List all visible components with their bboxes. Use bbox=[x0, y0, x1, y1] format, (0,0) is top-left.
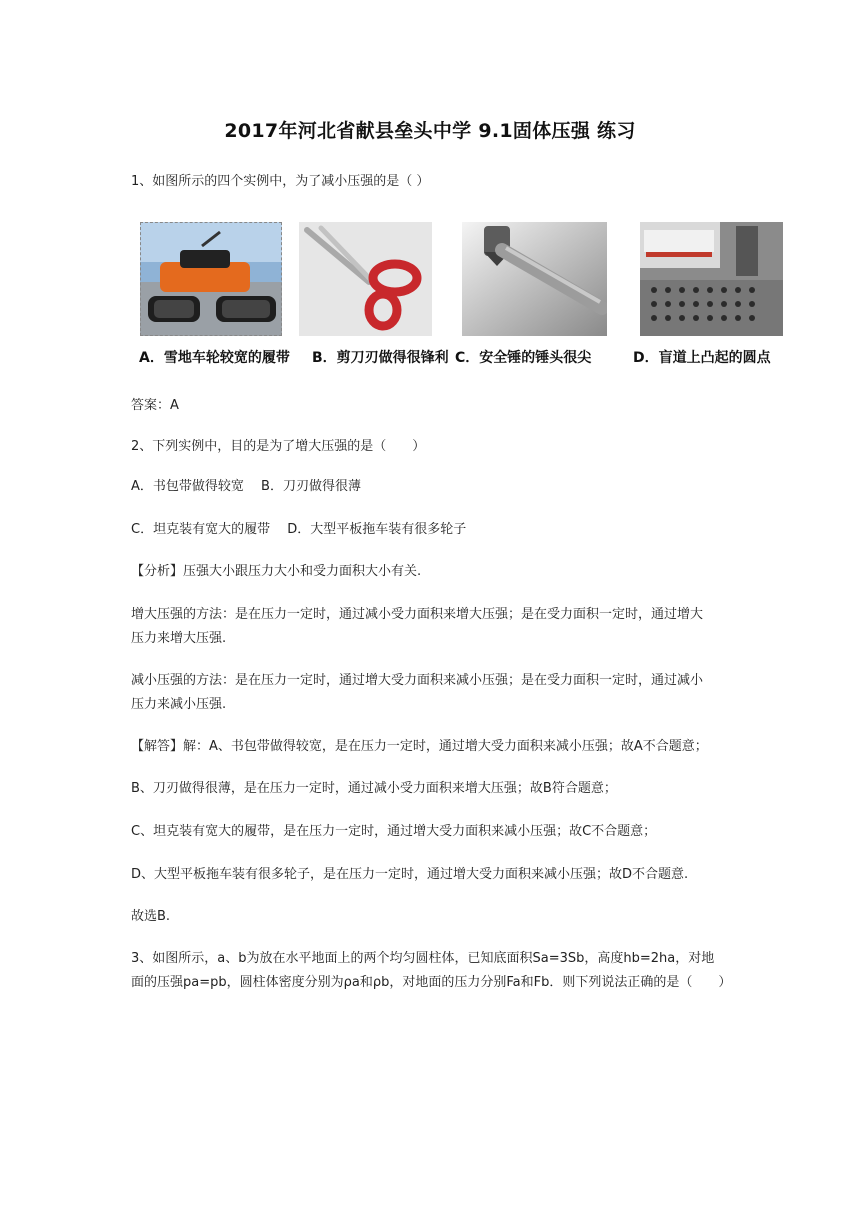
solution-a: 【解答】解：A、书包带做得较宽，是在压力一定时，通过增大受力面积来减小压强；故A不合题意； bbox=[131, 739, 708, 754]
question-2-options-ab: A．书包带做得较宽 B．刀刃做得很薄 bbox=[131, 479, 361, 494]
question-3-line-1: 3、如图所示，a、b为放在水平地面上的两个均匀圆柱体，已知底面积Sa=3Sb，高度hb=2ha，对地 bbox=[131, 951, 715, 966]
question-2-analysis: 【分析】压强大小跟压力大小和受力面积大小有关. bbox=[131, 564, 422, 579]
solution-b: B、刀刃做得很薄，是在压力一定时，通过减小受力面积来增大压强；故B符合题意； bbox=[131, 781, 617, 796]
page-title: 2017年河北省献县垒头中学 9.1固体压强 练习 bbox=[224, 120, 636, 142]
figure-selection-frame bbox=[140, 222, 282, 336]
solution-d: D、大型平板拖车装有很多轮子，是在压力一定时，通过增大受力面积来减小压强；故D不合题意. bbox=[131, 867, 689, 882]
question-3-line-2: 面的压强pa=pb，圆柱体密度分别为ρa和ρb，对地面的压力分别Fa和Fb．则下列说法正确的是（ ） bbox=[131, 975, 732, 990]
figure-scissors bbox=[299, 222, 432, 336]
question-1-stem: 1、如图所示的四个实例中，为了减小压强的是（ ） bbox=[131, 174, 430, 189]
figure-safety-hammer bbox=[462, 222, 607, 336]
caption-d: D．盲道上凸起的圆点 bbox=[633, 350, 771, 366]
increase-method-line-2: 压力来增大压强. bbox=[131, 631, 227, 646]
question-2-options-cd: C．坦克装有宽大的履带 D．大型平板拖车装有很多轮子 bbox=[131, 522, 467, 537]
question-2-choice: 故选B. bbox=[131, 909, 171, 924]
solution-c: C、坦克装有宽大的履带，是在压力一定时，通过增大受力面积来减小压强；故C不合题意； bbox=[131, 824, 657, 839]
increase-method-line-1: 增大压强的方法：是在压力一定时，通过减小受力面积来增大压强；是在受力面积一定时，通过增大 bbox=[131, 607, 704, 622]
decrease-method-line-2: 压力来减小压强. bbox=[131, 697, 227, 712]
caption-b: B．剪刀刃做得很锋利 bbox=[312, 350, 449, 366]
question-2-stem: 2、下列实例中，目的是为了增大压强的是（ ） bbox=[131, 439, 426, 454]
question-1-answer: 答案：A bbox=[131, 398, 179, 413]
decrease-method-line-1: 减小压强的方法：是在压力一定时，通过增大受力面积来减小压强；是在受力面积一定时，通过减小 bbox=[131, 673, 704, 688]
question-1-captions bbox=[139, 347, 789, 369]
caption-c: C．安全锤的锤头很尖 bbox=[455, 350, 592, 366]
question-1-figures bbox=[140, 222, 785, 340]
figure-tactile-paving bbox=[640, 222, 783, 336]
caption-a: A．雪地车轮较宽的履带 bbox=[139, 350, 290, 366]
